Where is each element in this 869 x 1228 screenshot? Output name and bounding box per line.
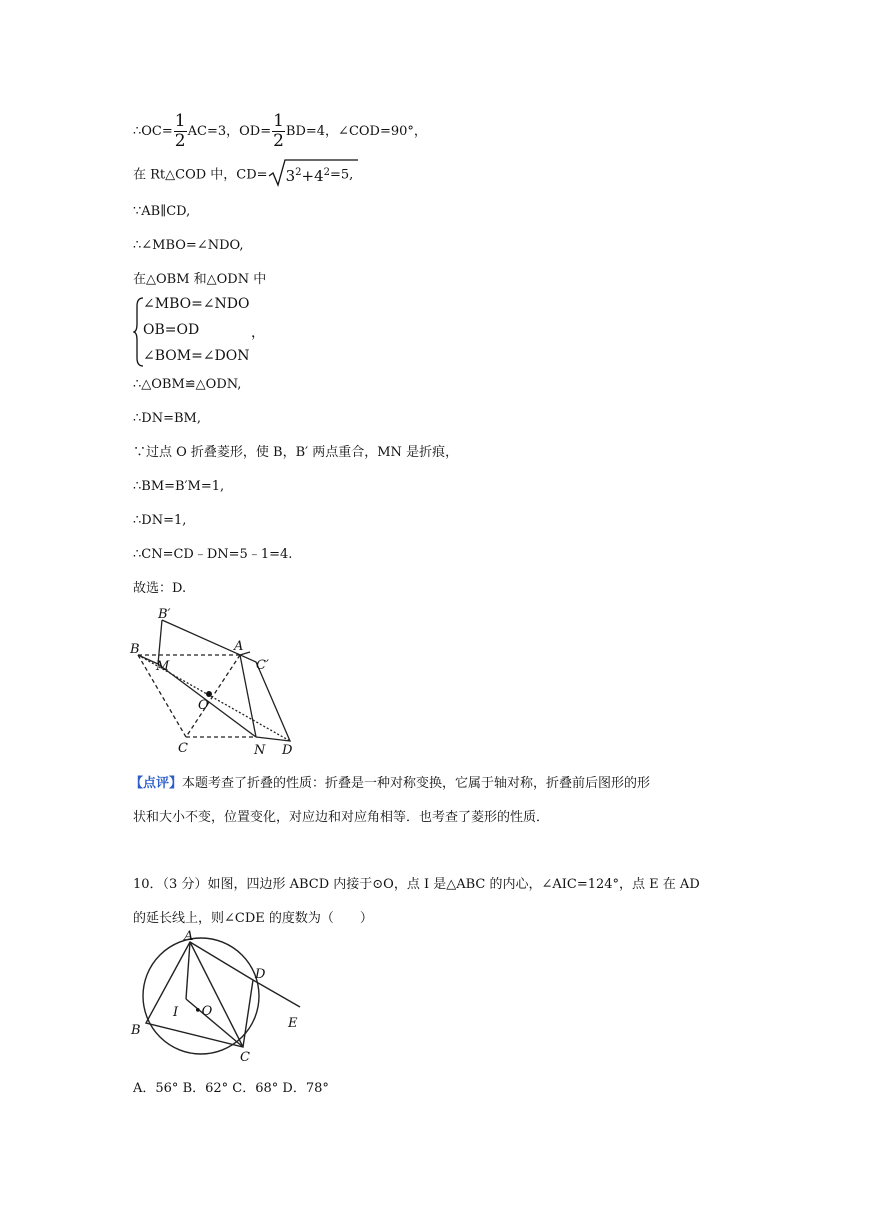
line-parallel: ∵AB∥CD,	[133, 204, 191, 219]
label-e: E	[288, 1016, 298, 1031]
text: =5,	[330, 167, 354, 183]
comment-text: 本题考查了折叠的性质：折叠是一种对称变换，它属于轴对称，折叠前后图形的形	[182, 776, 651, 791]
comment-tag: 】	[169, 776, 183, 791]
text: BD=4，∠COD=90°，	[285, 124, 427, 139]
text: AC=3，OD=	[187, 124, 272, 139]
line-oc-od	[133, 112, 427, 151]
circle-quadrilateral-figure	[128, 930, 318, 1065]
question-line-1: 10．（3 分）如图，四边形 ABCD 内接于⊙O，点 I 是△ABC 的内心，∠AIC=124°，点 E 在 AD	[133, 877, 700, 892]
label-b: B	[131, 1023, 141, 1038]
text: +4	[301, 167, 324, 185]
label-a: A	[234, 639, 244, 654]
line-fold: ∵过点 O 折叠菱形，使 B，B′ 两点重合，MN 是折痕，	[133, 445, 459, 460]
fraction-half-1	[174, 112, 187, 151]
label-c: C	[240, 1050, 250, 1065]
center-point-icon	[206, 691, 212, 697]
line-triangles: 在△OBM 和△ODN 中	[133, 272, 267, 287]
text: ∴OC=	[133, 124, 173, 139]
line-cd-sqrt	[133, 162, 353, 188]
system-line-1: ∠MBO=∠NDO	[143, 296, 250, 312]
label-d: D	[255, 967, 266, 982]
text: 在 Rt△COD 中，CD=	[133, 167, 268, 183]
exponent: 2	[323, 167, 330, 178]
comment-tag-text: 点评	[143, 776, 170, 791]
line-dn: ∴DN=1,	[133, 513, 187, 528]
system-line-2: OB=OD	[143, 322, 200, 338]
system-line-3: ∠BOM=∠DON	[143, 348, 250, 364]
line-dn-bm: ∴DN=BM,	[133, 411, 201, 426]
denominator: 2	[273, 131, 284, 151]
label-o: •O	[194, 1004, 213, 1019]
denominator: 2	[174, 131, 186, 151]
system-comma: ，	[251, 325, 265, 341]
label-a: A	[184, 930, 194, 944]
question-line-2: 的延长线上，则∠CDE 的度数为（ ）	[133, 911, 373, 926]
text: 3	[285, 167, 296, 185]
line-answer: 故选：D.	[133, 581, 187, 596]
label-d: D	[282, 743, 293, 758]
fraction-half-2	[272, 112, 285, 151]
label-i: I	[173, 1005, 179, 1020]
rhombus-fold-figure	[120, 606, 310, 758]
line-cn: ∴CN=CD﹣DN=5﹣1=4.	[133, 547, 293, 562]
numerator: 1	[273, 111, 284, 131]
line-bm: ∴BM=B′M=1,	[133, 479, 225, 494]
answer-options: A．56° B．62° C．68° D．78°	[133, 1081, 329, 1096]
exponent: 2	[295, 167, 302, 178]
line-congruent: ∴△OBM≌△ODN,	[133, 377, 242, 392]
comment-line-2: 状和大小不变，位置变化，对应边和对应角相等．也考查了菱形的性质．	[133, 810, 550, 825]
label-o: O	[198, 698, 209, 713]
numerator: 1	[174, 111, 186, 131]
line-angles: ∴∠MBO=∠NDO,	[133, 238, 244, 253]
label-n: N	[254, 743, 266, 758]
comment-line-1	[130, 775, 650, 793]
square-root	[268, 162, 330, 188]
label-b: B	[130, 642, 140, 657]
sqrt-sign-icon	[268, 158, 358, 188]
label-c: C	[178, 741, 188, 756]
label-c-prime: C′	[256, 658, 269, 673]
label-b-prime: B′	[158, 607, 171, 622]
label-m: M	[156, 659, 170, 674]
comment-tag: 【	[130, 776, 144, 791]
